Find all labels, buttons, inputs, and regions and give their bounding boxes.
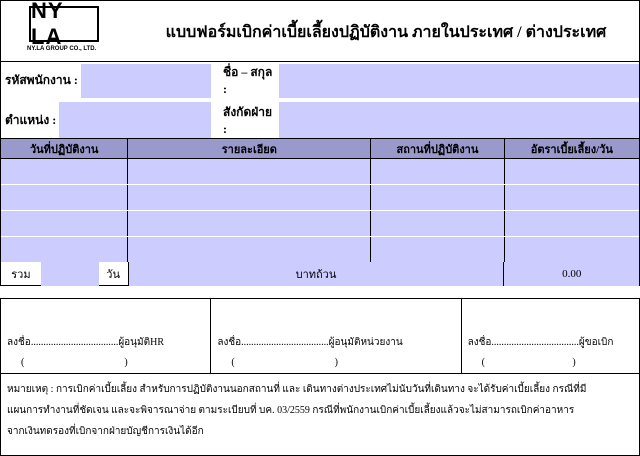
cell-date[interactable] [1,159,128,184]
table-row [1,237,639,263]
signature-unit [211,299,461,373]
cell-date[interactable] [1,185,128,210]
cell-place[interactable] [371,159,504,184]
sign-label: ลงชื่อ [467,337,492,348]
emp-id-label: รหัสพนักงาน : [5,72,78,87]
name-field[interactable] [279,64,639,98]
cell-detail[interactable] [128,185,371,210]
cell-rate[interactable] [505,159,639,184]
logo-text: NY LA [31,0,64,49]
note-box [0,373,640,456]
header-box [0,0,640,62]
cell-place[interactable] [371,185,504,210]
cell-rate[interactable] [505,237,639,262]
days-unit-label: วัน [99,262,129,286]
sign-line[interactable] [7,335,207,350]
table-body [1,159,639,259]
cell-detail[interactable] [128,211,371,236]
signer-name-paren[interactable]: ( ) [231,357,339,368]
sign-line[interactable] [468,335,636,350]
cell-place[interactable] [371,237,504,262]
allowance-table [0,138,640,286]
signature-hr [1,299,211,373]
emp-id-field[interactable] [81,64,211,98]
sign-label: ลงชื่อ [7,337,31,348]
table-row [1,185,639,211]
sign-dots: ................................... [241,337,329,348]
signer-role: ผู้ขอเบิก [578,337,614,348]
note-line-3: จากเงินทดรองที่เบิกจากฝ่ายบัญชีการเงินได้อีก [7,426,204,437]
logo-company-name: NY.LA GROUP CO., LTD. [27,46,97,52]
company-logo [27,0,127,58]
cell-rate[interactable] [505,211,639,236]
col-detail-header: รายละเอียด [128,139,371,158]
note-line-2: แผนการทำงานที่ชัดเจน และจะพิจารณาจ่าย ตามระเบียบที่ บค. 03/2559 กรณีที่พนักงานเบิกค่าเบี้ยเลี้ยงแล้วจะไม่สามารถเบิกค่าอาหาร [7,405,575,416]
sign-dots: ................................... [30,337,119,348]
cell-detail[interactable] [128,159,371,184]
table-header [1,139,639,159]
signer-role: ผู้อนุมัติHR [118,337,164,348]
dept-field[interactable] [279,102,639,138]
employee-info [0,61,640,139]
table-row [1,159,639,185]
col-place-header: สถานที่ปฏิบัติงาน [371,139,504,158]
col-rate-header: อัตราเบี้ยเลี้ยง/วัน [505,139,639,158]
cell-detail[interactable] [128,237,371,262]
sign-dots: ................................... [491,337,579,348]
table-row [1,211,639,237]
position-field[interactable] [59,102,211,138]
logo-mark [29,0,99,49]
dept-label: สังกัดฝ่าย : [223,105,273,136]
sign-line[interactable] [217,335,457,350]
cell-place[interactable] [371,211,504,236]
cell-date[interactable] [1,211,128,236]
total-label: รวม [11,269,31,281]
signature-requester [462,299,639,373]
signer-name-paren[interactable]: ( ) [481,357,576,368]
note-line-1: หมายเหตุ : การเบิกค่าเบี้ยเลี้ยง สำหรับการปฏิบัติงานนอกสถานที่ และ เดินทางต่างประเทศไม่นับวันที่เดินทาง จะได้รับค่าเบี้ยเลี้ยง กรณีที่มี [7,384,587,395]
total-days-field[interactable] [41,262,99,286]
signer-role: ผู้อนุมัติหน่วยงาน [328,337,403,348]
form-title: แบบฟอร์มเบิกค่าเบี้ยเลี้ยงปฏิบัติงาน ภายในประเทศ / ต่างประเทศ [165,23,607,41]
cell-date[interactable] [1,237,128,262]
baht-text-field: บาทถ้วน [129,262,505,286]
cell-rate[interactable] [505,185,639,210]
signer-name-paren[interactable]: ( ) [21,357,128,368]
total-row [1,262,639,286]
sign-label: ลงชื่อ [217,337,242,348]
col-date-header: วันที่ปฏิบัติงาน [1,139,128,158]
name-label: ชื่อ – สกุล : [223,65,273,96]
position-label: ตำแหน่ง : [5,112,57,127]
signature-section [0,298,640,374]
total-amount: 0.00 [504,262,639,286]
